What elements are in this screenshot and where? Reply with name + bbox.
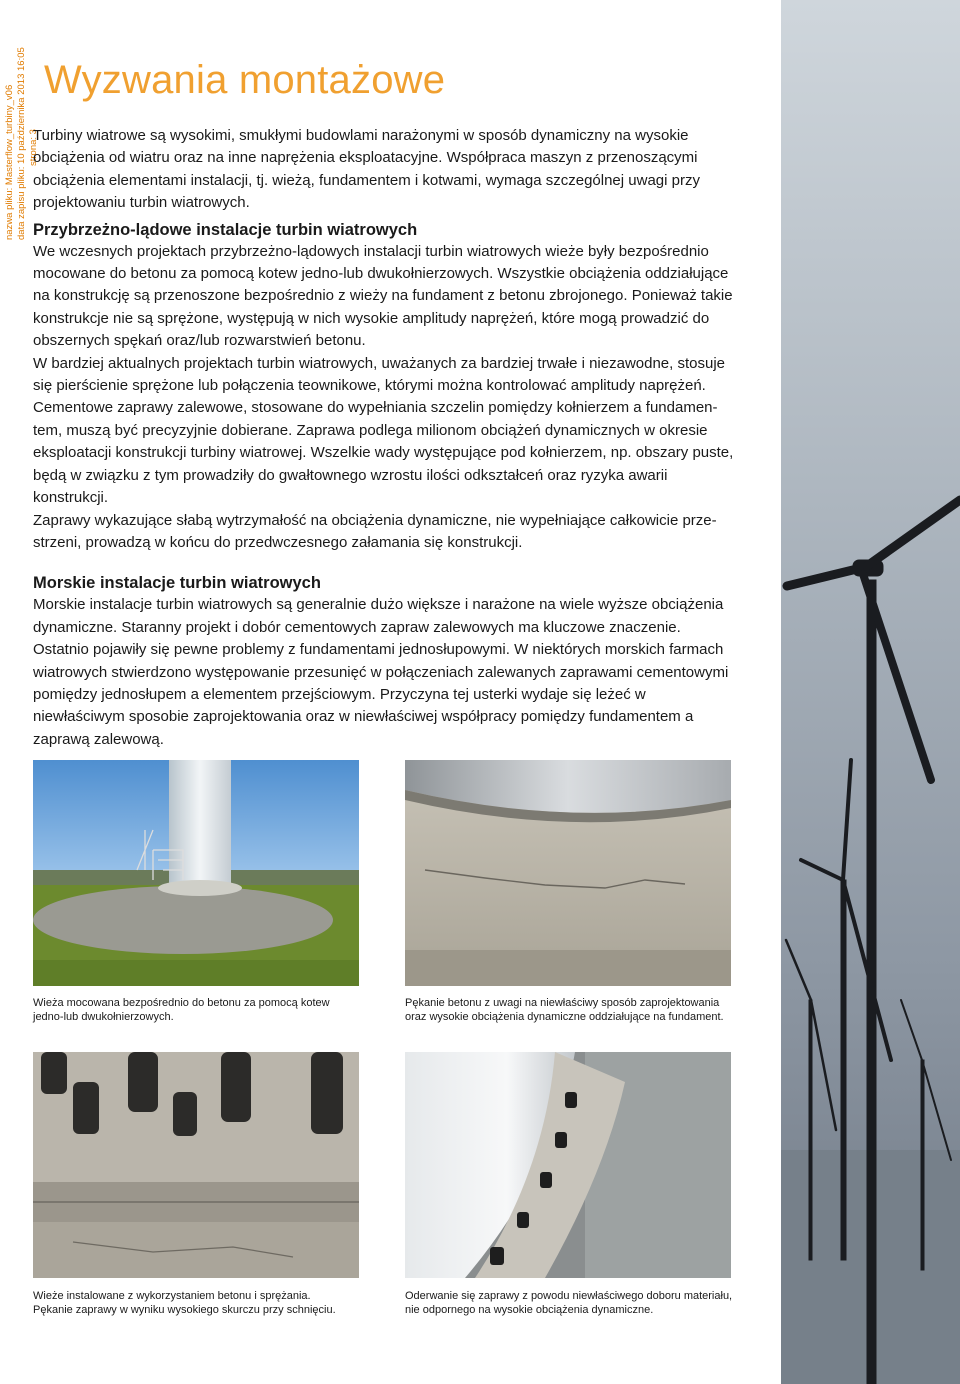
offshore-paragraph-1: Morskie instalacje turbin wiatrowych są generalnie dużo większe i narażone na wiele wyższe obciążenia dynamiczne. Staranny projekt i dobór cementowych zapraw zalewowych ma kluczowe znaczenie. Ostatnio pojawiły się pewne problemy z fundamentami jednosłupowymi. W niektórych morskich farmach wiatrowych stwierdzono występowanie przesunięć w połączeniach zalewanych zaprawami cementowymi pomiędzy jednosłupem a elementem przejściowym. Przyczyna tej usterki wydaje się leżeć w niewłaściwym sposobie zaprojektowania oraz w niewłaściwej współpracy pomiędzy fundamentem a zaprawą zalewową.: [33, 596, 729, 748]
onshore-paragraph-4: Zaprawy wykazujące słabą wytrzymałość na obciążenia dynamiczne, nie wypełniające całkowicie przestrzeni, prowadzą w końcu do przedwczesnego załamania się konstrukcji.: [33, 511, 717, 551]
caption-photo-3-line-2: Pękanie zaprawy w wyniku wysokiego skurczu przy schnięciu.: [33, 1304, 336, 1316]
section-heading-offshore: Morskie instalacje turbin wiatrowych: [33, 574, 321, 593]
photo-concrete-cracking: [405, 760, 731, 986]
onshore-paragraph-3: Cementowe zaprawy zalewowe, stosowane do wypełniania szczelin pomiędzy kołnierzem a fundamentem, muszą być precyzyjnie dobierane. Zaprawa podlega milionom obciążeń dynamicznych w okresie eksploatacji konstrukcji turbiny wiatrowej. Wszelkie wady występujące pod kołnierzem, np. obszary puste, będą w związku z tym prowadziły do gwałtownego wzrostu ilości odkształceń oraz ryzyka awarii konstrukcji.: [33, 399, 734, 507]
caption-photo-3: [33, 1289, 373, 1317]
meta-filename: nazwa pliku: Masterflow_turbiny_v06: [4, 84, 15, 240]
caption-photo-2: Pękanie betonu z uwagi na niewłaściwy sposób zaprojektowania oraz wysokie obciążenia dynamiczne oddziałujące na fundament.: [405, 997, 724, 1023]
page-title: Wyzwania montażowe: [44, 58, 446, 102]
caption-photo-3-line-1: Wieże instalowane z wykorzystaniem betonu i sprężania.: [33, 1290, 311, 1302]
photo-anchor-bolts: [33, 1052, 359, 1278]
article-body: [33, 125, 738, 751]
caption-photo-4: Oderwanie się zaprawy z powodu niewłaściwego doboru materiału, nie odpornego na wysokie obciążenia dynamiczne.: [405, 1290, 733, 1316]
onshore-paragraph-2: W bardziej aktualnych projektach turbin wiatrowych, uważanych za bardziej trwałe i niezawodne, stosuje się pierścienie sprężone lub połączenia teownikowe, którymi można kontrolować amplitudy naprężeń.: [33, 354, 726, 395]
meta-page: strona: 3: [28, 129, 39, 166]
meta-date: data zapisu pliku: 10 października 2013 16:05: [16, 47, 27, 240]
intro-paragraph: Turbiny wiatrowe są wysokimi, smukłymi budowlami narażonymi w sposób dynamiczny na wysokie obciążenia od wiatru oraz na inne naprężenia eksploatacyjne. Współpraca maszyn z przenoszącymi obciążenia elementami instalacji, tj. wieżą, fundamentem i kotwami, wymaga szczególnej uwagi przy projektowaniu turbin wiatrowych.: [33, 127, 700, 212]
onshore-paragraph-1: We wczesnych projektach przybrzeżno-lądowych instalacji turbin wiatrowych wieże były bezpośrednio mocowane do betonu za pomocą kotew jedno-lub dwukołnierzowych. Wszystkie obciążenia oddziałujące na konstrukcję są przenoszone bezpośrednio z wieży na fundament z betonu zbrojonego. Ponieważ takie konstrukcje nie są sprężone, występują w nich wysokie amplitudy naprężeń, które mogą prowadzić do obszernych spękań oraz/lub rozwarstwień betonu.: [33, 242, 733, 350]
caption-photo-1: Wieża mocowana bezpośrednio do betonu za pomocą kotew jedno-lub dwukołnierzowych.: [33, 997, 330, 1023]
photo-tower-on-concrete: [33, 760, 359, 986]
offshore-turbines-photo: [781, 0, 960, 1384]
file-metadata: [2, 47, 39, 240]
section-heading-onshore: Przybrzeżno-lądowe instalacje turbin wiatrowych: [33, 220, 418, 239]
photo-grout-detachment: [405, 1052, 731, 1278]
